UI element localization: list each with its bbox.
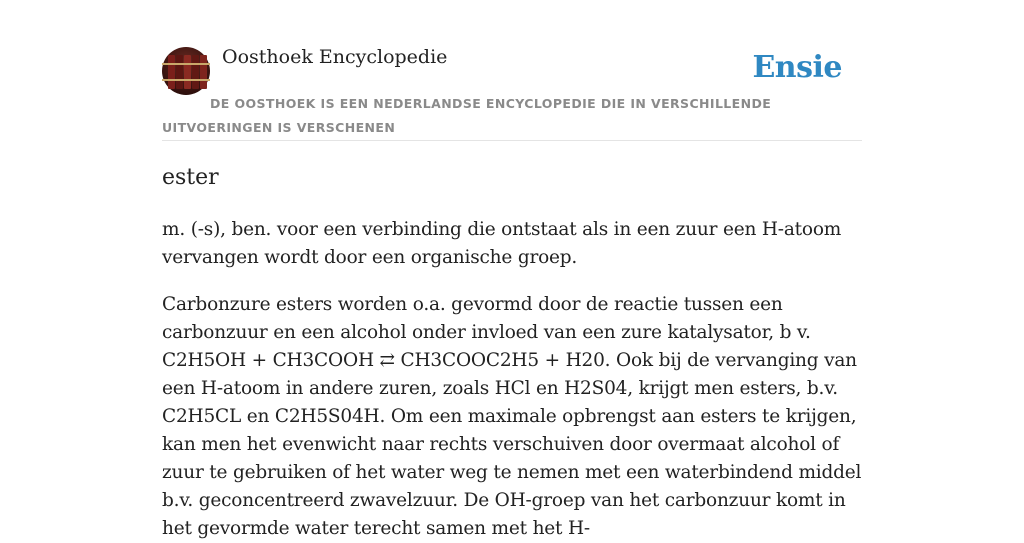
- spine-band: [162, 63, 210, 65]
- source-avatar[interactable]: [162, 47, 210, 95]
- entry-content: [162, 162, 862, 543]
- source-description: DE OOSTHOEK IS EEN NEDERLANDSE ENCYCLOPEDIE DIE IN VERSCHILLENDE UITVOERINGEN IS VERSCHENEN: [162, 96, 772, 135]
- source-header: [162, 46, 862, 141]
- book-spine: [200, 55, 207, 89]
- entry-paragraph: m. (-s), ben. voor een verbinding die ontstaat als in een zuur een H-atoom vervangen wordt door een organische groep.: [162, 219, 842, 268]
- book-spine: [192, 55, 199, 89]
- source-title-link[interactable]: Oosthoek Encyclopedie: [222, 46, 448, 68]
- book-spine: [176, 55, 183, 89]
- entry-title: ester: [162, 165, 219, 190]
- entry-paragraph: Carbonzure esters worden o.a. gevormd door de reactie tussen een carbonzuur en een alcohol onder invloed van een zure katalysator, b v. C2H5OH + CH3COOH ⇄ CH3COOC2H5 + H20. Ook bij de vervanging van een H-atoom in andere zuren, zoals HCl en H2S04, krijgt men esters, b.v. C2H5CL en C2H5S04H. Om een maximale opbrengst aan esters te krijgen, kan men het evenwicht naar rechts verschuiven door overmaat alcohol of zuur te gebruiken of het water weg te nemen met een waterbindend middel b.v. geconcentreerd zwavelzuur. De OH-groep van het carbonzuur komt in het gevormde water terecht samen met het H-: [162, 294, 862, 539]
- spine-band: [162, 79, 210, 81]
- book-spine: [184, 55, 191, 89]
- book-spine: [168, 55, 175, 89]
- brand-logo-link[interactable]: Ensie: [752, 50, 842, 85]
